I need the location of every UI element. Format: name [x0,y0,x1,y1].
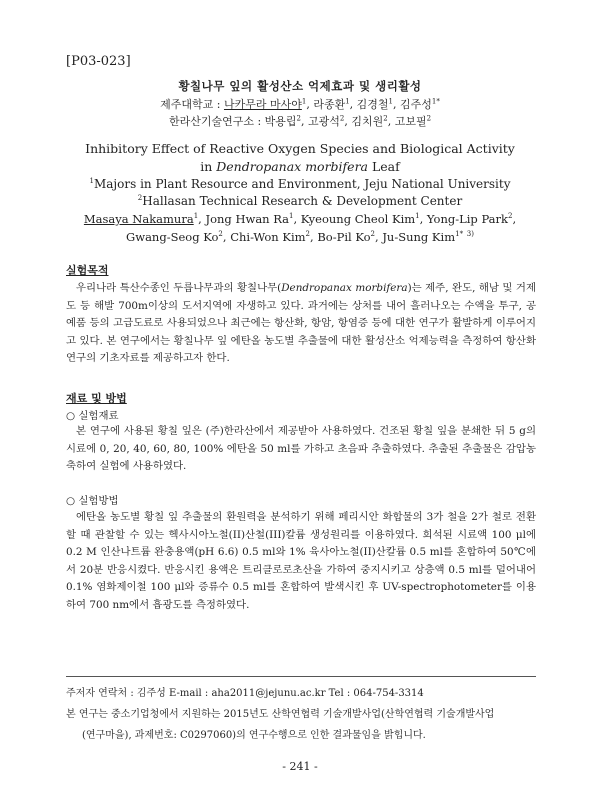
species-name: Dendropanax morbifera [281,282,408,294]
sup: 2 [137,194,143,202]
footnote-divider [66,676,536,677]
sup: 1 [388,97,394,106]
sup: 1 [193,212,199,221]
affiliation-2 [40,194,560,208]
english-authors-line1 [40,212,560,226]
author-kr: , 김치원 [344,115,384,128]
sup: 1 [289,212,294,221]
sup: 2 [339,114,345,123]
sup: 2 [296,114,302,123]
section-heading-methods: 재료 및 방법 [66,392,127,405]
sup: 1* [455,230,464,239]
sup: 3) [466,230,474,239]
subheading-materials: ○ 실험재료 [66,410,119,422]
first-author-en: Masaya Nakamura [83,212,194,226]
paragraph-text: 우리나라 특산수종인 두릅나무과의 황칠나무( [76,282,282,294]
author-en: , Yong-Lip Park [419,212,508,226]
section-heading-purpose: 실험목적 [66,264,109,277]
sup: 2 [370,230,376,239]
author-en: , Chi-Won Kim [222,230,306,244]
author-kr: , 고광석 [301,115,340,128]
affiliation-1 [40,177,560,191]
sup: 2 [305,230,311,239]
english-title-line2 [40,159,560,174]
korean-title: 황칠나무 잎의 활성산소 억제효과 및 생리활성 [178,79,422,93]
english-title-line1: Inhibitory Effect of Reactive Oxygen Species and Biological Activity [85,141,515,156]
author-en: , Jong Hwan Ra [198,212,290,226]
author-kr: , 고보필 [387,115,427,128]
sup: 2 [507,212,513,221]
funding-line1: 본 연구는 중소기업청에서 지원하는 2015년도 산학연협력 기술개발사업(산학연협력 기술개발사업 [66,709,495,720]
paragraph-text: )는 제주, 완도, 해남 및 거제도 등 해발 700m이상의 도서지역에 자생하고 있다. 과거에는 상처를 내어 흘러나오는 수액을 투구, 공예품 등의 고급도료로 사용되었으나 최근에는 항산화, 항암, 항염증 등에 대한 연구가 활발하게 이루어지고 있다. 본 연구에서는 황칠나무 잎 에탄올 농도별 추출물에 대한 활성산소 억제능력을 측정하여 항산화 연구의 기초자료를 제공하고자 한다. [66,282,537,365]
affiliation-text: Majors in Plant Resource and Environment, Jeju National University [93,177,511,191]
abstract-code: [P03-023] [66,54,131,69]
funding-line2: (연구마을), 과제번호: C0297060)의 연구수행으로 인한 결과물임을 밝힙니다. [82,730,426,741]
sup: 1 [89,177,94,185]
sup: 1 [415,212,420,221]
contact-info: 주저자 연락처 : 김주성 E-mail : aha2011@jejunu.ac.kr Tel : 064-754-3314 [66,688,424,699]
sup: 2 [426,114,432,123]
affiliation-label: 제주대학교 : [160,98,224,111]
first-author-kr: 나카무라 마사야 [223,98,302,111]
korean-authors-line1 [40,96,560,112]
affiliation-text: Hallasan Technical Research & Development Center [142,194,463,208]
methods-paragraph: 에탄올 농도별 황칠 잎 추출물의 환원력을 분석하기 위해 페리시안 화합물의 3가 철을 2가 철로 전환할 때 관찰할 수 있는 헥사시아노철(II)산철(III)칼륨 생성원리를 이용하였다. 희석된 시료액 100 μl에 0.2 M 인산나트륨 완충용액(pH 6.6) 0.5 ml와 1% 육사아노철(II)산칼륨 0.5 ml를 혼합하여 50℃에서 20분 반응시켰다. 반응시킨 용액은 트리클로로초산을 가하여 중지시키고 상층액 0.5 ml를 덜어내어 0.1% 염화제이철 100 μl와 증류수 0.5 ml를 혼합하여 발색시킨 후 UV-spectrophotometer를 이용하여 700 nm에서 흡광도를 측정하였다. [66,511,536,611]
page-number: - 241 - [282,760,318,773]
author-kr: , 김경철 [349,98,389,111]
title-text: Leaf [368,159,400,174]
sup: 2 [383,114,388,123]
title-text: in [200,159,217,174]
sup: 1 [345,97,350,106]
sup: 1* [431,97,440,106]
author-en: Gwang-Seog Ko [126,230,219,244]
sup: 2 [218,230,223,239]
author-kr: 한라산기술연구소 : 박용립 [168,115,297,128]
materials-paragraph: 본 연구에 사용된 황칠 잎은 (주)한라산에서 제공받아 사용하였다. 건조된 황칠 잎을 분쇄한 뒤 5 g의 시료에 0, 20, 40, 60, 80, 100% 에탄올 50 ml를 가하고 초음파 추출하였다. 추출된 추출물은 감압농축하여 실험에 사용하였다. [66,425,536,473]
author-kr: , 라종환 [306,98,346,111]
author-en: , Ju-Sung Kim [375,230,456,244]
author-en: , Bo-Pil Ko [310,230,371,244]
author-en: , Kyeoung Cheol Kim [293,212,416,226]
purpose-paragraph [66,280,536,368]
sup: 1 [301,97,307,106]
species-name: Dendropanax morbifera [216,159,369,174]
author-en: , [512,212,517,226]
author-kr: , 김주성 [393,98,432,111]
english-authors-line2 [40,230,560,244]
subheading-methods: ○ 실험방법 [66,495,119,507]
korean-authors-line2 [40,113,560,129]
